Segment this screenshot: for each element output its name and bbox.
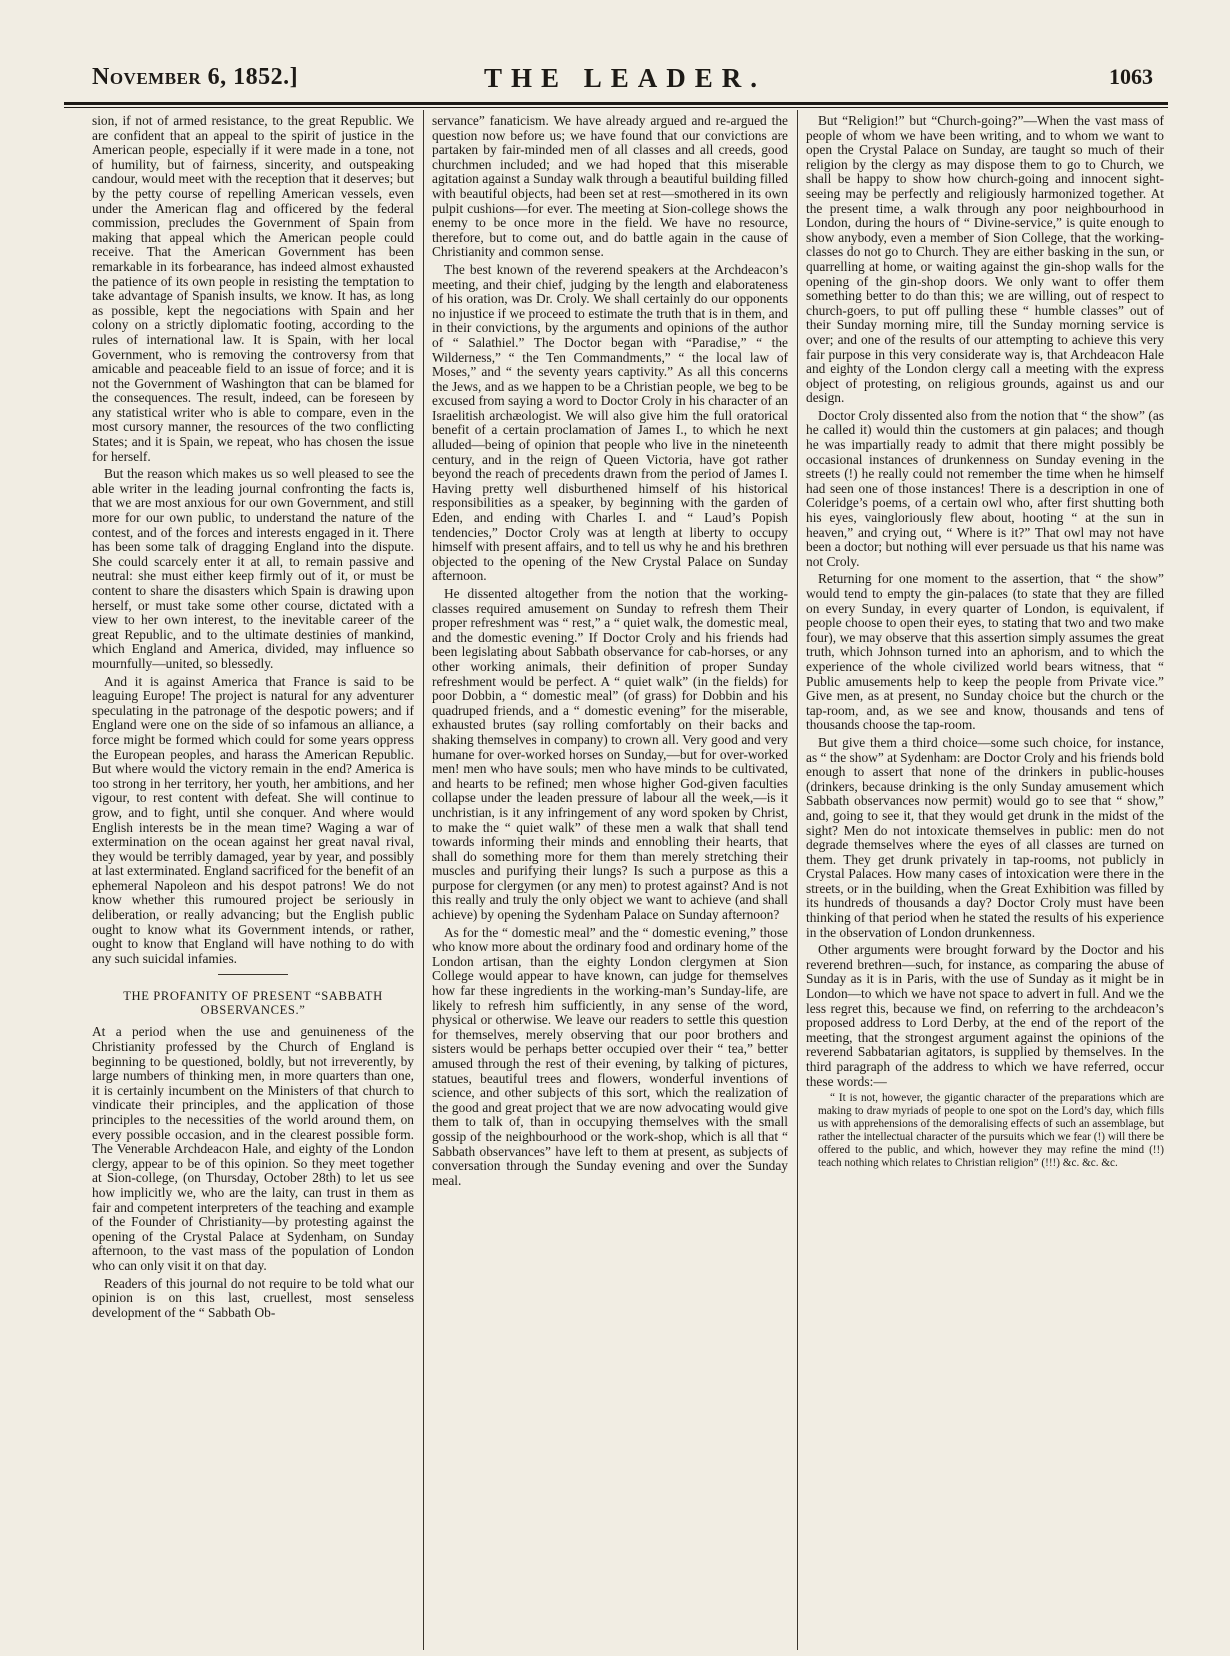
paragraph: But give them a third choice—some such choice, for instance, as “ the show” at Sydenham: are Doctor Croly and his friends bold enough to assert that none of the drinkers in public-houses (drinkers, because drinking is the only Sunday amusement which Sabbath observances now permit) would go to see that “ show,” and, going to see it, that they would get drunk in the midst of the sight? Men do not intoxicate themselves in public: men do not degrade themselves where the eyes of all classes are turned on them. They get drunk privately in tap-rooms, not publicly in Crystal Palaces. How many cases of intoxication were there in the streets, or in the building, when the Great Exhibition was filled by its hundreds of thousands a day? Doctor Croly must have been thinking of that period when he stated the results of his experience in the observation of London drunkenness. [806, 734, 1164, 940]
column-2 [432, 114, 788, 1191]
header-rule-thin [64, 107, 1168, 108]
paragraph: At a period when the use and genuineness of the Christianity professed by the Church of England is beginning to be questioned, boldly, but not irreverently, by large numbers of thinking men, in more quarters than one, it is certainly incumbent on the Ministers of that church to vindicate their principles, and the application of those principles to the necessities of the world around them, on every possible occasion, and in the clearest possible form. The Venerable Archdeacon Hale, and eighty of the London clergy, appear to be of this opinion. So they meet together at Sion-college, (on Thursday, October 28th) to let us see how implicitly we, who are the laity, can trust in them as fair and competent interpreters of the teaching and example of the Founder of Christianity—by protesting against the opening of the Crystal Palace at Sydenham, on Sunday afternoon, to the vast mass of the population of London who can only visit it on that day. [92, 1024, 414, 1273]
issue-date: November 6, 1852.] [92, 64, 299, 90]
paragraph: Doctor Croly dissented also from the notion that “ the show” (as he called it) would thin the customers at gin palaces; and though he was impartially ready to admit that there might possibly be occasional instances of drunkenness on Sunday evening in the streets (!) he really could not remember the time when he himself had seen one of those instances! There is a description in one of Coleridge’s poems, of a certain owl who, after first shutting both his eyes, vaingloriously flew about, hooting “ at the sun in heaven,” and crying out, “ Where is it?” That owl may not have been a doctor; but nothing will ever persuade us that his name was not Croly. [806, 407, 1164, 569]
paragraph: And it is against America that France is said to be leaguing Europe! The project is natural for any adventurer speculating in the patronage of the despotic powers; and if England were one on the side of so infamous an alliance, a force might be formed which could for some years oppress the European peoples, and harass the American Republic. But where would the victory remain in the end? America is too strong in her territory, her youth, her ambitions, and her vigour, to rest content with defeat. She will continue to grow, and to fight, until she conquer. And where would English interests be in the mean time? Waging a war of extermination on the ocean against her great naval rival, they would be terribly damaged, year by year, and possibly at last exterminated. England sacrificed for the benefit of an ephemeral Napoleon and his despot patrons! We do not know whether this rumoured project be seriously in deliberation, or really advancing; but the English public ought to know what its Government intends, or rather, ought to know that England will have nothing to do with any such suicidal infamies. [92, 673, 414, 966]
section-heading: THE PROFANITY OF PRESENT “SABBATH OBSERVANCES.” [123, 989, 383, 1018]
paragraph: servance” fanaticism. We have already argued and re-argued the question now before us; we have found that our convictions are partaken by fair-minded men of all classes and all creeds, good churchmen included; and we had hoped that this miserable agitation against a Sunday walk through a beautiful building filled with beautiful objects, had been set at rest—smothered in its own pulpit cushions—for ever. The meeting at Sion-college shows the enemy to be once more in the field. We have no resource, therefore, but to come out, and do battle again in the cause of Christianity and common sense. [432, 113, 788, 260]
paragraph: As for the “ domestic meal” and the “ domestic evening,” those who know more about the ordinary food and ordinary home of the London artisan, than the eighty London clergymen at Sion College would appear to have known, can judge for themselves how far these ingredients in the working-man’s Sunday-life, are likely to refresh him sufficiently, in any sense of the word, physical or otherwise. We leave our readers to settle this question for themselves, merely observing that our poor brothers and sisters would be perhaps better occupied over their “ tea,” better amused through the rest of their evening, by talking of pictures, statues, beautiful trees and flowers, wonderful inventions of science, and other subjects of this sort, which the realization of the good and great project that we are now advocating would give them to talk of, than in occupying themselves with the small gossip of the neighbourhood or the work-shop, which is all that “ Sabbath observances” have left to them at present, as subjects of conversation through the Sunday evening and over the Sunday meal. [432, 924, 788, 1188]
paragraph: But the reason which makes us so well pleased to see the able writer in the leading journal confronting the facts is, that we are most anxious for our own Government, and still more for our own public, to understand the nature of the contest, and of the forces and interests engaged in it. There has been some talk of dragging England into the dispute. She could scarcely enter it at all, to remain passive and neutral: she must either keep firmly out of it, or must be content to share the disasters which Spain is drawing upon herself, or must take some other course, dictated with a view to her own interest, to the inevitable career of the great Republic, and to the ultimate destinies of mankind, which England and America, divided, may influence so mournfully—united, so blessedly. [92, 466, 414, 671]
paragraph: He dissented altogether from the notion that the working-classes required amusement on Sunday to refresh them Their proper refreshment was “ rest,” a “ quiet walk, the domestic meal, and the domestic evening.” If Doctor Croly and his friends had been legislating about Sabbath observance for cab-horses, or any other working animals, their definition of proper Sunday refreshment would be perfect. A “ quiet walk” (in the fields) for poor Dobbin, a “ domestic meal” (of grass) for Dobbin and his quadruped friends, and a “ domestic evening” for the miserable, exhausted brutes (say rolling comfortably on their backs and shaking themselves in company) to crown all. Very good and very humane for over-worked horses on Sunday,—but for over-worked men! men who have souls; men who have minds to be cultivated, and hearts to be refined; men whose higher God-given faculties collapse under the leaden pressure of labour all the week,—is it unchristian, is it any infringement of any word spoken by Christ, to make the “ quiet walk” of these men a walk that shall tend towards informing their minds and ennobling their hearts, that shall do something more for them than merely stretching their muscles and purifying their lungs? Is such a purpose as this a purpose for clergymen (or any men) to protest against? And is not this really and truly the only object we want to achieve (and shall achieve) by opening the Sydenham Palace on Sunday afternoon? [432, 586, 788, 923]
column-divider-1 [423, 110, 424, 1650]
paragraph: The best known of the reverend speakers at the Archdeacon’s meeting, and their chief, judging by the length and elaborateness of his oration, was Dr. Croly. We shall certainly do our opponents no injustice if we proceed to estimate the truth that is in them, and in their convictions, by the arguments and opinions of the author of “ Salathiel.” The Doctor began with “Paradise,” “ the Wilderness,” “ the Ten Commandments,” “ the local law of Moses,” and “ the seventy years captivity.” As all this concerns the Jews, and as we happen to be a Christian people, we beg to be excused from saying a word to Doctor Croly in his character of an Israelitish archæologist. We will also give him the full oratorical benefit of a certain proclamation of James I., to which he next alluded—being of opinion that people who live in the nineteenth century, and in the reign of Queen Victoria, have got rather beyond the reach of precedents drawn from the period of James I. Having pretty well disburthened himself of his historical responsibilities as a speaker, by beginning with the garden of Eden, and ending with Charles I. and “ Laud’s Popish tendencies,” Doctor Croly was at length at liberty to occupy himself with present affairs, and to tell us why he and his brethren objected to the opening of the New Crystal Palace on Sunday afternoon. [432, 261, 788, 584]
page-header [0, 0, 1230, 100]
paragraph: Readers of this journal do not require to be told what our opinion is on this last, cruellest, most senseless development of the “ Sabbath Ob- [92, 1275, 414, 1320]
column-1 [92, 114, 414, 1323]
paragraph: Returning for one moment to the assertion, that “ the show” would tend to empty the gin-palaces (to state that they are filled on every Sunday, in every quarter of London, is equivalent, if people choose to open their eyes, to stating that two and two make four), we may observe that this assertion simply assumes the great truth, which Johnson turned into an aphorism, and to which the experience of the whole civilized world bears witness, that “ Public amusements help to keep the people from Private vice.” Give men, as at present, no Sunday choice but the church or the tap-room, and, as we see and know, thousands and tens of thousands choose the tap-room. [806, 571, 1164, 733]
publication-title: THE LEADER. [484, 63, 767, 93]
section-divider [218, 974, 288, 975]
page-number: 1063 [1109, 64, 1153, 89]
paragraph: Other arguments were brought forward by the Doctor and his reverend brethren—such, for instance, as comparing the abuse of Sunday as it is in Paris, with the use of Sunday as it might be in London—to which we have not space to advert in full. And we the less regret this, because we find, on referring to the archdeacon’s proposed address to Lord Derby, at the end of the report of the meeting, that the strongest argument against the opinions of the reverend Sabbatarian agitators, is supplied by themselves. In the third paragraph of the address to which we have referred, occur these words:— [806, 942, 1164, 1089]
block-quote: “ It is not, however, the gigantic character of the preparations which are making to draw myriads of people to one spot on the Lord’s day, which fills us with apprehensions of the demoralising effects of such an assemblage, but rather the intellectual character of the pursuits which we fear (!) will there be offered to the public, and which, however they may refine the mind (!!) teach nothing which relates to Christian religion” (!!!) &c. &c. &c. [818, 1092, 1164, 1170]
paragraph: sion, if not of armed resistance, to the great Republic. We are confident that an appeal to the spirit of justice in the American people, especially if it were made in a tone, not of humility, but of fairness, sincerity, and outspeaking candour, would meet with the reception that it deserves; but by the petty course of repelling American vessels, even under the American flag and officered by the federal commission, precludes the Government of Spain from making that appeal which the American people could receive. That the American Government has been remarkable in its forbearance, has indeed almost exhausted the patience of its own people in resisting the temptation to take advantage of Spanish insults, we know. It has, as long as possible, kept the negociations with Spain and her colony on a strictly diplomatic footing, according to the rules of international law. It is Spain, with her local Government, who is removing the controversy from that amicable and peaceable field to an issue of force; and it is not the Government of Washington that can be blamed for the consequences. The result, indeed, can be foreseen by any statistical writer who is able to compare, even in the most cursory manner, the resources of the two conflicting States; and it is Spain, we repeat, who has chosen the issue for herself. [92, 113, 414, 464]
header-rule [64, 102, 1168, 105]
column-3 [806, 114, 1164, 1173]
column-divider-2 [797, 110, 798, 1650]
paragraph: But “Religion!” but “Church-going?”—When the vast mass of people of whom we have been writing, and to whom we want to open the Crystal Palace on Sunday, are taught so much of their religion by the clergy as may dispose them to go to Church, we shall be happy to show how church-going and innocent sight-seeing may be perfectly and religiously harmonized together. At the present time, a walk through any poor neighbourhood in London, during the hours of “ Divine-service,” is quite enough to show anybody, even a member of Sion College, that the working-classes do not go to Church. They are either basking in the sun, or quarrelling at home, or waiting against the gin-shop walls for the opening of the gin-shop doors. We only want to offer them something better to do than this; we are willing, out of respect to church-goers, to put off pulling these “ humble classes” out of their Sunday morning mire, till the Sunday morning service is over; and one of the results of our attempting to achieve this very fair purpose in this very considerate way is, that Archdeacon Hale and eighty of the London clergy call a meeting with the express object of protesting, on religious grounds, against us and our design. [806, 113, 1164, 406]
